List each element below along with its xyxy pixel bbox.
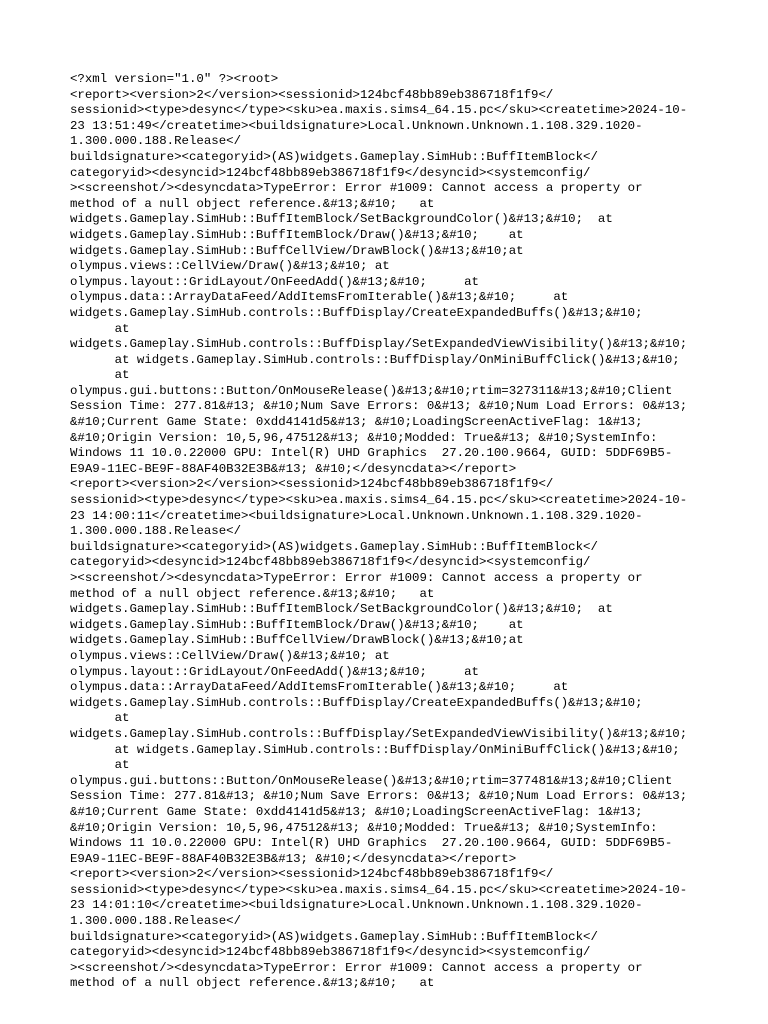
log-line: widgets.Gameplay.SimHub.controls::BuffDisplay/SetExpandedViewVisibility()&#13;&#10;	[70, 337, 688, 352]
log-line: widgets.Gameplay.SimHub::BuffItemBlock/SetBackgroundColor()&#13;&#10; at	[70, 212, 613, 227]
xml-log-text	[70, 72, 710, 992]
log-line: <report><version>2</version><sessionid>124bcf48bb89eb386718f1f9</	[70, 867, 554, 882]
log-line: 23 14:00:11</createtime><buildsignature>Local.Unknown.Unknown.1.108.329.1020-	[70, 508, 643, 523]
log-line: &#10;Current Game State: 0xdd4141d5&#13; &#10;LoadingScreenActiveFlag: 1&#13;	[70, 415, 643, 430]
log-line: Windows 11 10.0.22000 GPU: Intel(R) UHD Graphics 27.20.100.9664, GUID: 5DDF69B5-	[70, 446, 673, 461]
log-line: widgets.Gameplay.SimHub::BuffItemBlock/Draw()&#13;&#10; at	[70, 227, 524, 242]
log-line: widgets.Gameplay.SimHub.controls::BuffDisplay/SetExpandedViewVisibility()&#13;&#10;	[70, 726, 688, 741]
log-line: &#10;Origin Version: 10,5,96,47512&#13; &#10;Modded: True&#13; &#10;SystemInfo:	[70, 430, 658, 445]
log-line: olympus.layout::GridLayout/OnFeedAdd()&#13;&#10; at	[70, 274, 479, 289]
log-line: <report><version>2</version><sessionid>124bcf48bb89eb386718f1f9</	[70, 477, 554, 492]
log-line: E9A9-11EC-BE9F-88AF40B32E3B&#13; &#10;</desyncdata></report>	[70, 851, 517, 866]
log-line: widgets.Gameplay.SimHub::BuffCellView/DrawBlock()&#13;&#10;at	[70, 243, 524, 258]
log-line: categoryid><desyncid>124bcf48bb89eb386718f1f9</desyncid><systemconfig/	[70, 555, 591, 570]
log-line: olympus.layout::GridLayout/OnFeedAdd()&#13;&#10; at	[70, 664, 479, 679]
log-line: at	[70, 368, 130, 383]
log-line: E9A9-11EC-BE9F-88AF40B32E3B&#13; &#10;</desyncdata></report>	[70, 461, 517, 476]
log-line: method of a null object reference.&#13;&#10; at	[70, 976, 435, 991]
log-line: widgets.Gameplay.SimHub::BuffItemBlock/SetBackgroundColor()&#13;&#10; at	[70, 602, 613, 617]
log-line: olympus.views::CellView/Draw()&#13;&#10; at	[70, 259, 390, 274]
log-line: at widgets.Gameplay.SimHub.controls::BuffDisplay/OnMiniBuffClick()&#13;&#10;	[70, 352, 680, 367]
log-line: olympus.gui.buttons::Button/OnMouseRelease()&#13;&#10;rtim=377481&#13;&#10;Client	[70, 773, 673, 788]
log-line: at widgets.Gameplay.SimHub.controls::BuffDisplay/OnMiniBuffClick()&#13;&#10;	[70, 742, 680, 757]
log-line: widgets.Gameplay.SimHub::BuffItemBlock/Draw()&#13;&#10; at	[70, 617, 524, 632]
log-line: olympus.views::CellView/Draw()&#13;&#10; at	[70, 648, 390, 663]
log-line: <?xml version="1.0" ?><root>	[70, 72, 279, 86]
log-line: buildsignature><categoryid>(AS)widgets.Gameplay.SimHub::BuffItemBlock</	[70, 539, 598, 554]
log-line: olympus.data::ArrayDataFeed/AddItemsFromIterable()&#13;&#10; at	[70, 290, 569, 305]
log-line: buildsignature><categoryid>(AS)widgets.Gameplay.SimHub::BuffItemBlock</	[70, 929, 598, 944]
log-line: at	[70, 711, 130, 726]
log-line: ><screenshot/><desyncdata>TypeError: Error #1009: Cannot access a property or	[70, 181, 643, 196]
log-line: Session Time: 277.81&#13; &#10;Num Save Errors: 0&#13; &#10;Num Load Errors: 0&#13;	[70, 399, 688, 414]
log-line: sessionid><type>desync</type><sku>ea.maxis.sims4_64.15.pc</sku><createtime>2024-10-	[70, 882, 688, 897]
log-line: sessionid><type>desync</type><sku>ea.maxis.sims4_64.15.pc</sku><createtime>2024-10-	[70, 103, 688, 118]
log-line: Session Time: 277.81&#13; &#10;Num Save Errors: 0&#13; &#10;Num Load Errors: 0&#13;	[70, 789, 688, 804]
log-line: method of a null object reference.&#13;&#10; at	[70, 196, 435, 211]
log-line: ><screenshot/><desyncdata>TypeError: Error #1009: Cannot access a property or	[70, 571, 643, 585]
log-line: olympus.data::ArrayDataFeed/AddItemsFromIterable()&#13;&#10; at	[70, 680, 569, 695]
log-line: buildsignature><categoryid>(AS)widgets.Gameplay.SimHub::BuffItemBlock</	[70, 149, 598, 164]
log-line: 23 14:01:10</createtime><buildsignature>Local.Unknown.Unknown.1.108.329.1020-	[70, 898, 643, 913]
log-line: at	[70, 321, 130, 336]
log-line: 1.300.000.188.Release</	[70, 914, 242, 929]
log-line: method of a null object reference.&#13;&#10; at	[70, 586, 435, 601]
log-line: categoryid><desyncid>124bcf48bb89eb386718f1f9</desyncid><systemconfig/	[70, 165, 591, 180]
log-line: &#10;Current Game State: 0xdd4141d5&#13; &#10;LoadingScreenActiveFlag: 1&#13;	[70, 804, 643, 819]
log-line: 23 13:51:49</createtime><buildsignature>Local.Unknown.Unknown.1.108.329.1020-	[70, 118, 643, 133]
log-line: widgets.Gameplay.SimHub.controls::BuffDisplay/CreateExpandedBuffs()&#13;&#10;	[70, 305, 643, 320]
log-line: Windows 11 10.0.22000 GPU: Intel(R) UHD Graphics 27.20.100.9664, GUID: 5DDF69B5-	[70, 836, 673, 851]
log-line: 1.300.000.188.Release</	[70, 134, 242, 149]
log-line: olympus.gui.buttons::Button/OnMouseRelease()&#13;&#10;rtim=327311&#13;&#10;Client	[70, 383, 673, 398]
log-line: widgets.Gameplay.SimHub::BuffCellView/DrawBlock()&#13;&#10;at	[70, 633, 524, 648]
log-line: <report><version>2</version><sessionid>124bcf48bb89eb386718f1f9</	[70, 87, 554, 102]
log-line: 1.300.000.188.Release</	[70, 524, 242, 539]
log-line: categoryid><desyncid>124bcf48bb89eb386718f1f9</desyncid><systemconfig/	[70, 945, 591, 960]
log-line: sessionid><type>desync</type><sku>ea.maxis.sims4_64.15.pc</sku><createtime>2024-10-	[70, 493, 688, 508]
log-line: widgets.Gameplay.SimHub.controls::BuffDisplay/CreateExpandedBuffs()&#13;&#10;	[70, 695, 643, 710]
log-line: ><screenshot/><desyncdata>TypeError: Error #1009: Cannot access a property or	[70, 960, 643, 975]
log-line: at	[70, 758, 130, 773]
log-line: &#10;Origin Version: 10,5,96,47512&#13; &#10;Modded: True&#13; &#10;SystemInfo:	[70, 820, 658, 835]
